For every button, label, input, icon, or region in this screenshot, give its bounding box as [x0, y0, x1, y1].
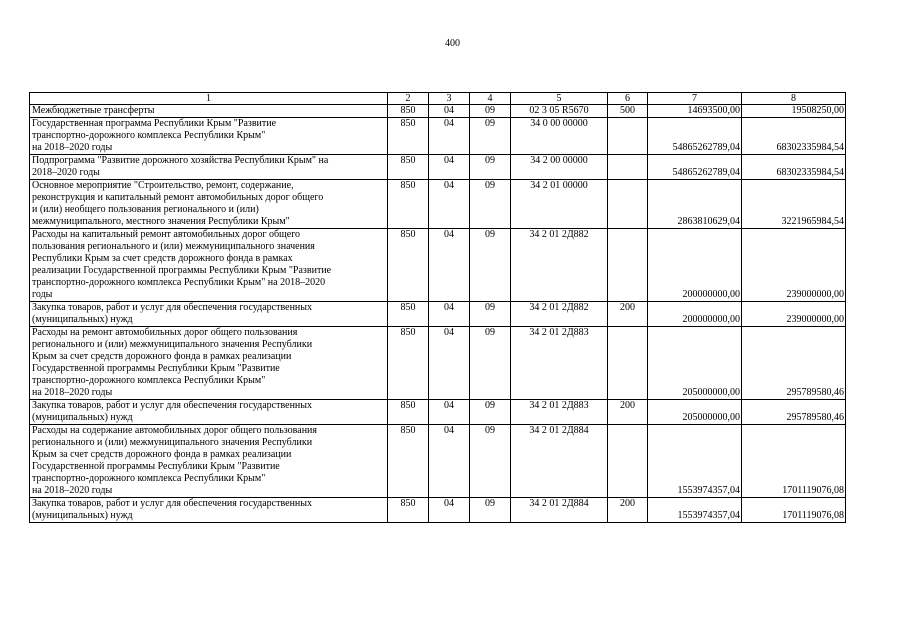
- subsection-cell: 09: [470, 302, 511, 327]
- subsection-cell: 09: [470, 229, 511, 302]
- row-name-cell: Расходы на содержание автомобильных дорог общего пользования регионального и (или) межмуниципального значения Республики Крым за счет средств дорожного фонда в рамках реализации Государственной программы Республики Крым "Развитие транспортно-дорожного комплекса Республики Крым" на 2018–2020 годы: [30, 425, 388, 498]
- column-header: 5: [511, 93, 608, 105]
- table-row: [30, 180, 846, 229]
- target-article-cell: 34 2 01 2Д883: [511, 327, 608, 400]
- target-article-cell: 34 0 00 00000: [511, 118, 608, 155]
- amount-2020-cell: 239000000,00: [742, 229, 846, 302]
- subsection-cell: 09: [470, 498, 511, 523]
- section-cell: 04: [429, 105, 470, 118]
- amount-2020-cell: 68302335984,54: [742, 118, 846, 155]
- amount-2019-cell: 205000000,00: [648, 327, 742, 400]
- column-header: 1: [30, 93, 388, 105]
- expense-type-cell: [608, 327, 648, 400]
- admin-code-cell: 850: [388, 327, 429, 400]
- section-cell: 04: [429, 400, 470, 425]
- section-cell: 04: [429, 498, 470, 523]
- amount-2020-cell: 68302335984,54: [742, 155, 846, 180]
- amount-2019-cell: 205000000,00: [648, 400, 742, 425]
- amount-2019-cell: 200000000,00: [648, 302, 742, 327]
- amount-2019-cell: 54865262789,04: [648, 155, 742, 180]
- table-row: [30, 229, 846, 302]
- expense-type-cell: [608, 229, 648, 302]
- amount-2019-cell: 14693500,00: [648, 105, 742, 118]
- target-article-cell: 34 2 01 2Д883: [511, 400, 608, 425]
- expense-type-cell: 200: [608, 498, 648, 523]
- expense-type-cell: [608, 425, 648, 498]
- section-cell: 04: [429, 118, 470, 155]
- amount-2020-cell: 1701119076,08: [742, 498, 846, 523]
- admin-code-cell: 850: [388, 180, 429, 229]
- amount-2019-cell: 1553974357,04: [648, 498, 742, 523]
- expense-type-cell: [608, 155, 648, 180]
- row-name-cell: Закупка товаров, работ и услуг для обеспечения государственных (муниципальных) нужд: [30, 400, 388, 425]
- admin-code-cell: 850: [388, 155, 429, 180]
- target-article-cell: 34 2 01 2Д882: [511, 302, 608, 327]
- amount-2019-cell: 1553974357,04: [648, 425, 742, 498]
- section-cell: 04: [429, 180, 470, 229]
- table-row: [30, 302, 846, 327]
- admin-code-cell: 850: [388, 229, 429, 302]
- row-name-cell: Закупка товаров, работ и услуг для обеспечения государственных (муниципальных) нужд: [30, 302, 388, 327]
- column-header: 6: [608, 93, 648, 105]
- table-row: [30, 155, 846, 180]
- target-article-cell: 34 2 01 2Д884: [511, 425, 608, 498]
- subsection-cell: 09: [470, 400, 511, 425]
- admin-code-cell: 850: [388, 498, 429, 523]
- subsection-cell: 09: [470, 155, 511, 180]
- column-header: 8: [742, 93, 846, 105]
- expense-type-cell: 200: [608, 302, 648, 327]
- subsection-cell: 09: [470, 327, 511, 400]
- expense-type-cell: [608, 180, 648, 229]
- admin-code-cell: 850: [388, 425, 429, 498]
- amount-2020-cell: 1701119076,08: [742, 425, 846, 498]
- subsection-cell: 09: [470, 425, 511, 498]
- row-name-cell: Закупка товаров, работ и услуг для обеспечения государственных (муниципальных) нужд: [30, 498, 388, 523]
- target-article-cell: 34 2 01 2Д882: [511, 229, 608, 302]
- section-cell: 04: [429, 229, 470, 302]
- amount-2020-cell: 239000000,00: [742, 302, 846, 327]
- amount-2019-cell: 54865262789,04: [648, 118, 742, 155]
- section-cell: 04: [429, 302, 470, 327]
- header-row: [30, 93, 846, 105]
- expense-type-cell: [608, 118, 648, 155]
- page-number: 400: [445, 38, 460, 49]
- row-name-cell: Расходы на капитальный ремонт автомобильных дорог общего пользования регионального и (или) межмуниципального значения Республики Крым за счет средств дорожного фонда в рамках реализации Государственной программы Республики Крым "Развитие транспортно-дорожного комплекса Республики Крым" на 2018–2020 годы: [30, 229, 388, 302]
- table-row: [30, 425, 846, 498]
- column-header: 4: [470, 93, 511, 105]
- table-row: [30, 327, 846, 400]
- table-row: [30, 105, 846, 118]
- budget-table: [29, 92, 846, 523]
- column-header: 2: [388, 93, 429, 105]
- row-name-cell: Основное мероприятие "Строительство, ремонт, содержание, реконструкция и капитальный ремонт автомобильных дорог общего и (или) необщего пользования регионального и (или) межмуниципального, местного значения Республики Крым": [30, 180, 388, 229]
- row-name-cell: Государственная программа Республики Крым "Развитие транспортно-дорожного комплекса Республики Крым" на 2018–2020 годы: [30, 118, 388, 155]
- target-article-cell: 02 3 05 R5670: [511, 105, 608, 118]
- admin-code-cell: 850: [388, 302, 429, 327]
- row-name-cell: Подпрограмма "Развитие дорожного хозяйства Республики Крым" на 2018–2020 годы: [30, 155, 388, 180]
- subsection-cell: 09: [470, 180, 511, 229]
- amount-2020-cell: 295789580,46: [742, 400, 846, 425]
- row-name-cell: Межбюджетные трансферты: [30, 105, 388, 118]
- table-row: [30, 118, 846, 155]
- amount-2019-cell: 2863810629,04: [648, 180, 742, 229]
- column-header: 7: [648, 93, 742, 105]
- table-row: [30, 400, 846, 425]
- column-header: 3: [429, 93, 470, 105]
- amount-2020-cell: 295789580,46: [742, 327, 846, 400]
- subsection-cell: 09: [470, 118, 511, 155]
- target-article-cell: 34 2 01 2Д884: [511, 498, 608, 523]
- target-article-cell: 34 2 00 00000: [511, 155, 608, 180]
- section-cell: 04: [429, 155, 470, 180]
- admin-code-cell: 850: [388, 118, 429, 155]
- admin-code-cell: 850: [388, 400, 429, 425]
- row-name-cell: Расходы на ремонт автомобильных дорог общего пользования регионального и (или) межмуниципального значения Республики Крым за счет средств дорожного фонда в рамках реализации Государственной программы Республики Крым "Развитие транспортно-дорожного комплекса Республики Крым" на 2018–2020 годы: [30, 327, 388, 400]
- target-article-cell: 34 2 01 00000: [511, 180, 608, 229]
- expense-type-cell: 500: [608, 105, 648, 118]
- table-row: [30, 498, 846, 523]
- amount-2019-cell: 200000000,00: [648, 229, 742, 302]
- amount-2020-cell: 19508250,00: [742, 105, 846, 118]
- amount-2020-cell: 3221965984,54: [742, 180, 846, 229]
- section-cell: 04: [429, 327, 470, 400]
- expense-type-cell: 200: [608, 400, 648, 425]
- admin-code-cell: 850: [388, 105, 429, 118]
- section-cell: 04: [429, 425, 470, 498]
- subsection-cell: 09: [470, 105, 511, 118]
